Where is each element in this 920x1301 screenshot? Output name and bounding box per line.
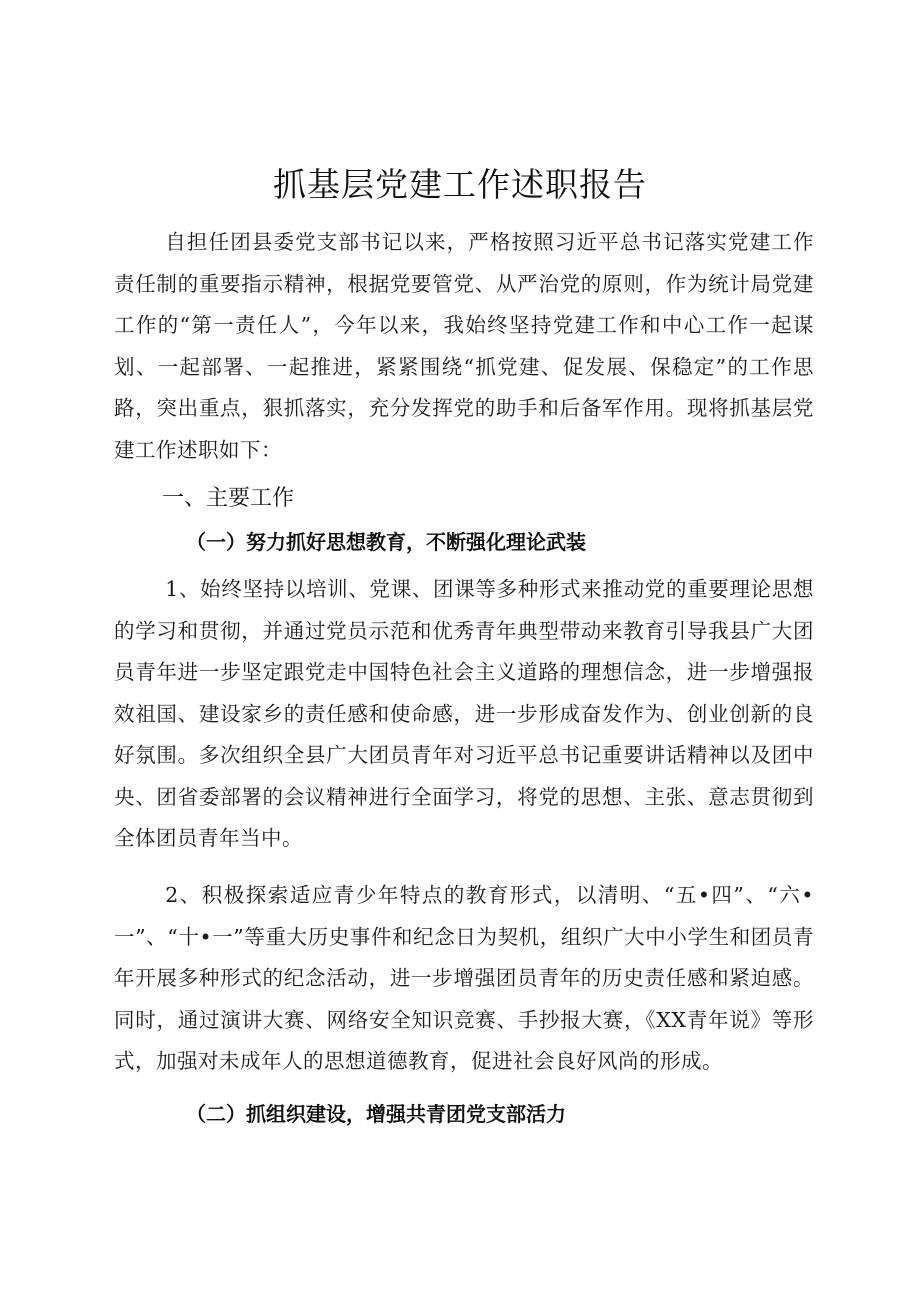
para1-block: [114, 569, 814, 860]
paragraph-2: 2、积极探索适应青少年特点的教育形式，以清明、“五•四”、“六•一”、“十•一”等重大历史事件和纪念日为契机，组织广大中小学生和团员青年开展多种形式的纪念活动，进一步增强团员青年的历史责任感和紧迫感。同时，通过演讲大赛、网络安全知识竞赛、手抄报大赛，《XX青年说》等形式，加强对未成年人的思想道德教育，促进社会良好风尚的形成。: [114, 883, 814, 1073]
paragraph-1: 1、始终坚持以培训、党课、团课等多种形式来推动党的重要理论思想的学习和贯彻，并通过党员示范和优秀青年典型带动来教育引导我县广大团员青年进一步坚定跟党走中国特色社会主义道路的理想信念，进一步增强报效祖国、建设家乡的责任感和使命感，进一步形成奋发作为、创业创新的良好氛围。多次组织全县广大团员青年对习近平总书记重要讲话精神以及团中央、团省委部署的会议精神进行全面学习，将党的思想、主张、意志贯彻到全体团员青年当中。: [114, 577, 814, 850]
subsection-heading-ideology: （一）努力抓好思想教育，不断强化理论武装: [186, 530, 586, 554]
section-heading-main-work: 一、主要工作: [162, 486, 295, 511]
document-title: 抓基层党建工作述职报告: [273, 165, 647, 204]
subsection-heading-organization: （二）抓组织建设，增强共青团党支部活力: [186, 1102, 566, 1126]
intro-paragraph: 自担任团县委党支部书记以来，严格按照习近平总书记落实党建工作责任制的重要指示精神，根据党要管党、从严治党的原则，作为统计局党建工作的“第一责任人”，今年以来，我始终坚持党建工作和中心工作一起谋划、一起部署、一起推进，紧紧围绕“抓党建、促发展、保稳定”的工作思路，突出重点，狠抓落实，充分发挥党的助手和后备军作用。现将抓基层党建工作述职如下：: [114, 230, 814, 462]
para2-block: [114, 875, 814, 1083]
intro-block: [114, 222, 814, 471]
